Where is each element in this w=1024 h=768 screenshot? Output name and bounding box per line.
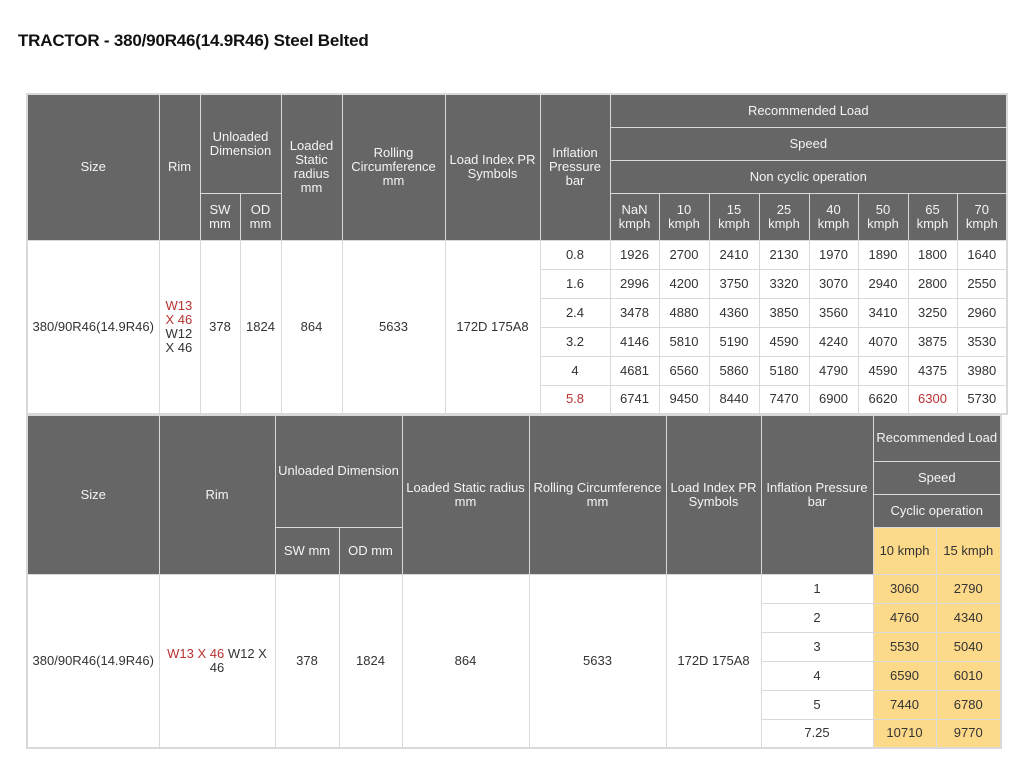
load-cell: 6741	[610, 385, 659, 414]
loaded-static-cell: 864	[402, 574, 529, 748]
speed-col-header: 15 kmph	[936, 527, 1001, 574]
sw-header: SW mm	[200, 193, 240, 240]
load-cell: 4375	[908, 356, 957, 385]
loaded-static-header: Loaded Static radius mm	[281, 94, 342, 240]
load-cell: 9450	[659, 385, 709, 414]
load-cell: 6900	[809, 385, 858, 414]
load-cell: 1640	[957, 240, 1007, 269]
pressure-cell: 3	[761, 632, 873, 661]
inflation-pressure-header: Inflation Pressure bar	[761, 415, 873, 574]
load-cell: 4760	[873, 603, 936, 632]
load-cell: 4200	[659, 269, 709, 298]
unloaded-dimension-header: Unloaded Dimension	[200, 94, 281, 193]
load-cell: 5040	[936, 632, 1001, 661]
load-cell: 2700	[659, 240, 709, 269]
load-cell: 10710	[873, 719, 936, 748]
speed-col-header: 50 kmph	[858, 193, 908, 240]
cyclic-load-table	[26, 414, 1002, 749]
rim-cell	[159, 574, 275, 748]
operation-header: Cyclic operation	[873, 494, 1001, 527]
load-index-header: Load Index PR Symbols	[445, 94, 540, 240]
speed-col-header: 15 kmph	[709, 193, 759, 240]
load-cell: 6010	[936, 661, 1001, 690]
pressure-cell: 4	[761, 661, 873, 690]
load-cell: 3850	[759, 298, 809, 327]
load-cell: 4590	[858, 356, 908, 385]
load-cell: 4880	[659, 298, 709, 327]
rim-primary: W13 X 46	[165, 297, 193, 327]
speed-col-header: 70 kmph	[957, 193, 1007, 240]
speed-col-header: 10 kmph	[873, 527, 936, 574]
rolling-circumference-header: Rolling Circumference mm	[342, 94, 445, 240]
load-cell: 6560	[659, 356, 709, 385]
load-cell: 3875	[908, 327, 957, 356]
sw-cell: 378	[200, 240, 240, 414]
load-cell: 7470	[759, 385, 809, 414]
load-cell: 1926	[610, 240, 659, 269]
load-cell: 4240	[809, 327, 858, 356]
load-cell: 3478	[610, 298, 659, 327]
od-cell: 1824	[240, 240, 281, 414]
rim-header: Rim	[159, 94, 200, 240]
od-cell: 1824	[339, 574, 402, 748]
load-cell: 1890	[858, 240, 908, 269]
speed-header: Speed	[873, 461, 1001, 494]
load-index-cell: 172D 175A8	[666, 574, 761, 748]
load-index-header: Load Index PR Symbols	[666, 415, 761, 574]
load-cell: 4340	[936, 603, 1001, 632]
speed-col-header: 10 kmph	[659, 193, 709, 240]
load-cell: 3410	[858, 298, 908, 327]
size-header: Size	[27, 94, 159, 240]
rolling-circumference-cell: 5633	[529, 574, 666, 748]
recommended-load-header: Recommended Load	[873, 415, 1001, 461]
od-header: OD mm	[240, 193, 281, 240]
load-index-cell: 172D 175A8	[445, 240, 540, 414]
load-cell: 6620	[858, 385, 908, 414]
load-cell: 8440	[709, 385, 759, 414]
load-cell: 4360	[709, 298, 759, 327]
load-cell: 4146	[610, 327, 659, 356]
pressure-cell: 2	[761, 603, 873, 632]
pressure-cell: 5.8	[540, 385, 610, 414]
speed-col-header: NaN kmph	[610, 193, 659, 240]
load-cell: 2410	[709, 240, 759, 269]
load-cell: 1800	[908, 240, 957, 269]
size-cell: 380/90R46(14.9R46)	[27, 574, 159, 748]
pressure-cell: 5	[761, 690, 873, 719]
rim-secondary: W12 X 46	[209, 645, 267, 675]
operation-header: Non cyclic operation	[610, 160, 1007, 193]
pressure-cell: 1	[761, 574, 873, 603]
non-cyclic-load-table	[26, 93, 1008, 415]
load-cell: 1970	[809, 240, 858, 269]
speed-col-header: 25 kmph	[759, 193, 809, 240]
load-cell: 3250	[908, 298, 957, 327]
load-cell: 5190	[709, 327, 759, 356]
load-cell: 9770	[936, 719, 1001, 748]
load-cell: 6590	[873, 661, 936, 690]
rim-secondary: W12 X 46	[165, 325, 193, 355]
load-cell: 4681	[610, 356, 659, 385]
load-cell: 3560	[809, 298, 858, 327]
load-cell: 5860	[709, 356, 759, 385]
pressure-cell: 7.25	[761, 719, 873, 748]
pressure-cell: 1.6	[540, 269, 610, 298]
pressure-cell: 4	[540, 356, 610, 385]
load-cell: 5730	[957, 385, 1007, 414]
load-cell: 2940	[858, 269, 908, 298]
speed-col-header: 65 kmph	[908, 193, 957, 240]
loaded-static-cell: 864	[281, 240, 342, 414]
load-cell: 2800	[908, 269, 957, 298]
load-cell: 3530	[957, 327, 1007, 356]
load-cell: 2550	[957, 269, 1007, 298]
sw-cell: 378	[275, 574, 339, 748]
pressure-cell: 0.8	[540, 240, 610, 269]
load-cell: 2790	[936, 574, 1001, 603]
load-cell: 5530	[873, 632, 936, 661]
rolling-circumference-cell: 5633	[342, 240, 445, 414]
load-cell: 3060	[873, 574, 936, 603]
speed-header: Speed	[610, 127, 1007, 160]
load-cell: 6300	[908, 385, 957, 414]
pressure-cell: 3.2	[540, 327, 610, 356]
speed-col-header: 40 kmph	[809, 193, 858, 240]
unloaded-dimension-header: Unloaded Dimension	[275, 415, 402, 527]
loaded-static-header: Loaded Static radius mm	[402, 415, 529, 574]
rim-primary: W13 X 46	[167, 645, 225, 661]
load-cell: 2996	[610, 269, 659, 298]
load-cell: 3750	[709, 269, 759, 298]
load-cell: 4070	[858, 327, 908, 356]
load-cell: 6780	[936, 690, 1001, 719]
od-header: OD mm	[339, 527, 402, 574]
load-cell: 7440	[873, 690, 936, 719]
load-cell: 5180	[759, 356, 809, 385]
sw-header: SW mm	[275, 527, 339, 574]
load-cell: 2130	[759, 240, 809, 269]
load-cell: 2960	[957, 298, 1007, 327]
pressure-cell: 2.4	[540, 298, 610, 327]
rim-header: Rim	[159, 415, 275, 574]
inflation-pressure-header: Inflation Pressure bar	[540, 94, 610, 240]
recommended-load-header: Recommended Load	[610, 94, 1007, 127]
load-cell: 5810	[659, 327, 709, 356]
load-cell: 3070	[809, 269, 858, 298]
size-header: Size	[27, 415, 159, 574]
rolling-circumference-header: Rolling Circumference mm	[529, 415, 666, 574]
load-cell: 4590	[759, 327, 809, 356]
load-cell: 3980	[957, 356, 1007, 385]
size-cell: 380/90R46(14.9R46)	[27, 240, 159, 414]
load-cell: 3320	[759, 269, 809, 298]
page-title: TRACTOR - 380/90R46(14.9R46) Steel Belted	[18, 31, 369, 50]
load-cell: 4790	[809, 356, 858, 385]
rim-cell	[159, 240, 200, 414]
